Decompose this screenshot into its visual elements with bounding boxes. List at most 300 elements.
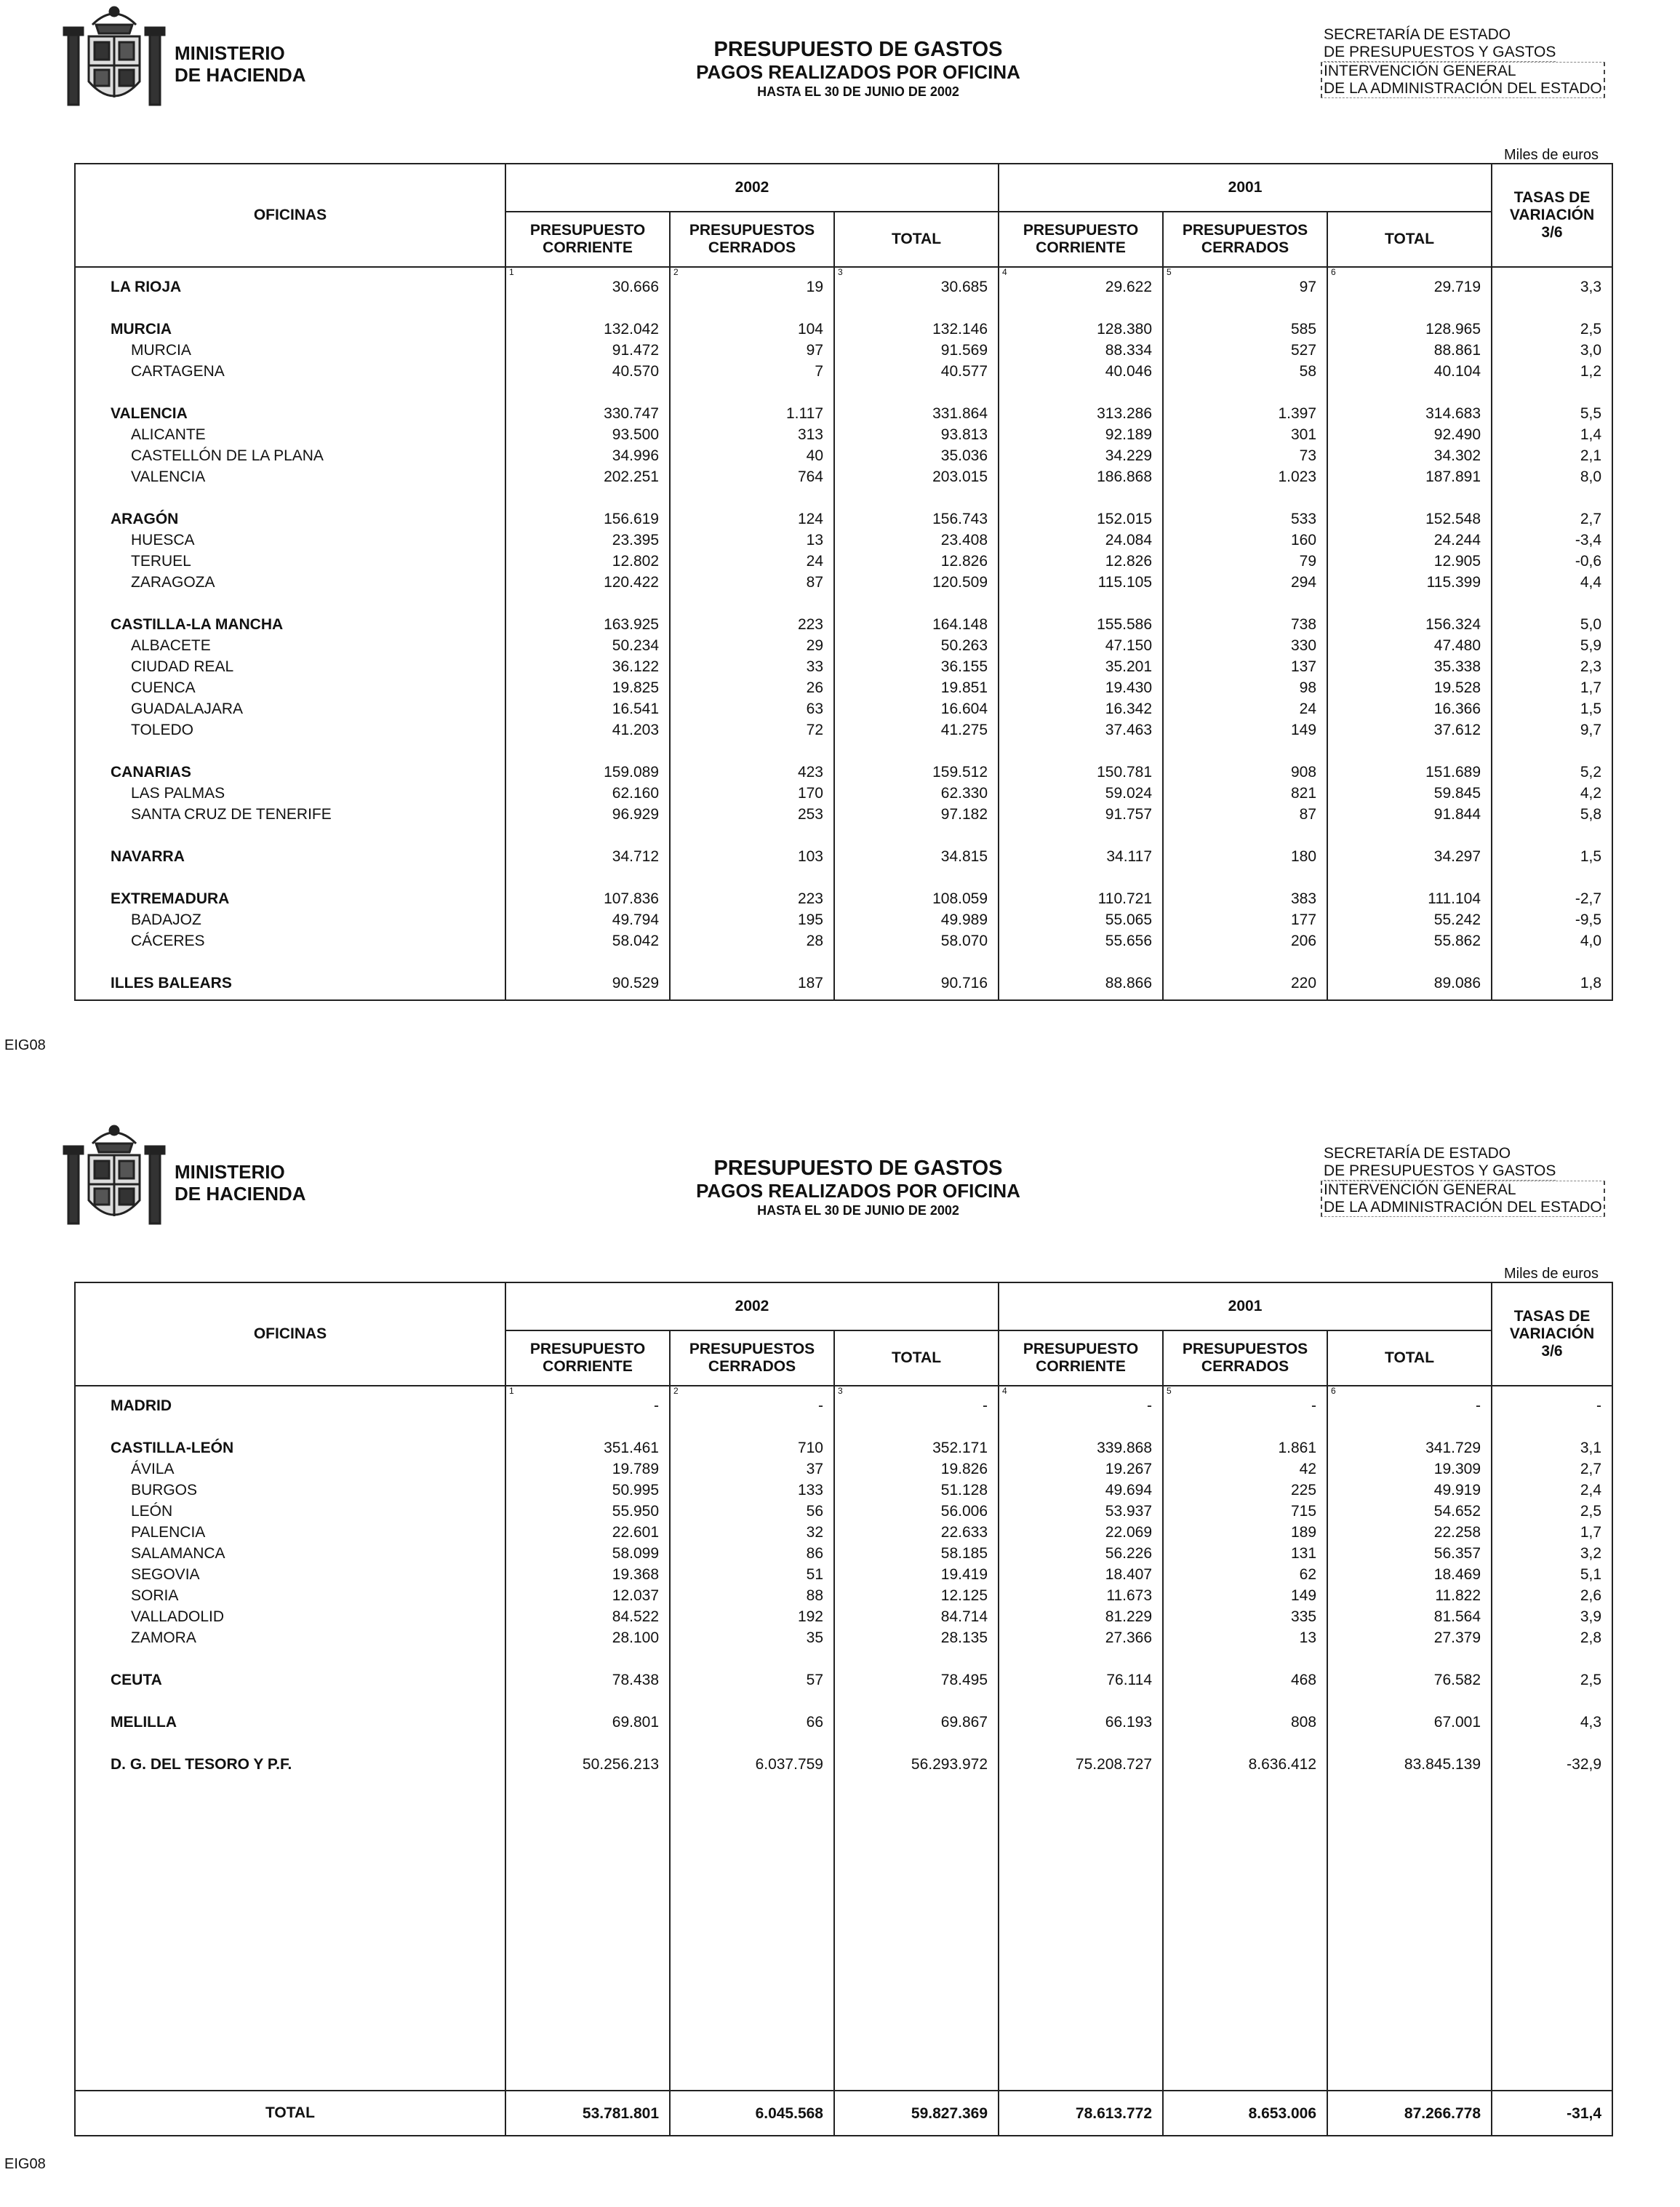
presupuestos-cerrados-2001-value: 189: [1163, 1522, 1327, 1543]
tasa-variacion-value: 1,5: [1492, 846, 1612, 867]
header-presupuestos-cerrados: [670, 212, 834, 267]
total-2001-value: 92.490: [1327, 424, 1492, 445]
filler-cell: [75, 994, 505, 1000]
tasa-variacion-value: 5,8: [1492, 804, 1612, 825]
spacer-cell: [999, 825, 1163, 846]
total-2001-value: 37.612: [1327, 719, 1492, 741]
spacer-cell: [834, 1691, 999, 1712]
spacer-cell: [505, 951, 670, 973]
presupuestos-cerrados-2001-value: 330: [1163, 635, 1327, 656]
intervencion-line-1: INTERVENCIÓN GENERAL: [1324, 63, 1516, 79]
presupuesto-corriente-2001-value: 11.673: [999, 1585, 1163, 1606]
spacer-cell: [75, 1733, 505, 1754]
spacer-row: [75, 382, 1612, 403]
spacer-cell: [505, 382, 670, 403]
office-name: SORIA: [75, 1585, 505, 1606]
presupuesto-corriente-2002-value: 132.042: [505, 319, 670, 340]
tasa-variacion-value: 3,1: [1492, 1437, 1612, 1458]
intervencion-line-2: DE LA ADMINISTRACIÓN DEL ESTADO: [1324, 1199, 1602, 1216]
spacer-row: [75, 741, 1612, 762]
header-presupuesto-corriente: [505, 212, 670, 267]
presupuesto-corriente-2002-value: -: [505, 1395, 670, 1416]
spacer-cell: [999, 951, 1163, 973]
coat-of-arms-icon: [60, 3, 169, 111]
spacer-cell: [1163, 951, 1327, 973]
spacer-cell: [1492, 1733, 1612, 1754]
presupuestos-cerrados-2002-value: 764: [670, 466, 834, 487]
presupuestos-cerrados-2001-value: 24: [1163, 698, 1327, 719]
office-name: CASTILLA-LEÓN: [75, 1437, 505, 1458]
total-2001-value: 187.891: [1327, 466, 1492, 487]
spacer-cell: [75, 298, 505, 319]
spacer-cell: [1492, 487, 1612, 508]
report-subtitle: PAGOS REALIZADOS POR OFICINA: [696, 61, 1020, 83]
spacer-cell: [1492, 867, 1612, 888]
spacer-row: [75, 1648, 1612, 1669]
spacer-cell: [1327, 951, 1492, 973]
total-2002-value: 164.148: [834, 614, 999, 635]
total-2002-value: 62.330: [834, 783, 999, 804]
presupuestos-cerrados-2001-value: 42: [1163, 1458, 1327, 1480]
spacer-cell: [999, 1416, 1163, 1437]
total-2002-value: 93.813: [834, 424, 999, 445]
presupuesto-corriente-2001-value: 75.208.727: [999, 1754, 1163, 1775]
presupuestos-cerrados-2002-value: 72: [670, 719, 834, 741]
header-tasas: [1492, 164, 1612, 267]
spacer-row: [75, 1733, 1612, 1754]
region-row: [75, 276, 1612, 298]
presupuestos-cerrados-2002-value: 35: [670, 1627, 834, 1648]
total-value: 53.781.801: [505, 2091, 670, 2136]
total-2001-value: 55.862: [1327, 930, 1492, 951]
presupuesto-corriente-2002-value: 28.100: [505, 1627, 670, 1648]
presupuesto-corriente-2002-value: 19.789: [505, 1458, 670, 1480]
header-presupuesto-corriente: [505, 1330, 670, 1386]
presupuesto-corriente-2002-value: 159.089: [505, 762, 670, 783]
spacer-cell: [1492, 593, 1612, 614]
issuer-block: [1324, 1145, 1605, 1217]
presupuestos-cerrados-2002-value: 51: [670, 1564, 834, 1585]
total-2001-value: 49.919: [1327, 1480, 1492, 1501]
report-page-2: [0, 1119, 1680, 2207]
region-row: [75, 508, 1612, 530]
header-cerr-line-2: CERRADOS: [1201, 1358, 1289, 1375]
office-name: TOLEDO: [75, 719, 505, 741]
office-row: [75, 445, 1612, 466]
presupuestos-cerrados-2002-value: 63: [670, 698, 834, 719]
total-2002-value: 56.006: [834, 1501, 999, 1522]
intervencion-line-2: DE LA ADMINISTRACIÓN DEL ESTADO: [1324, 80, 1602, 97]
presupuesto-corriente-2001-value: 88.334: [999, 340, 1163, 361]
filler-cell: [1492, 994, 1612, 1000]
tasa-variacion-value: 3,0: [1492, 340, 1612, 361]
header-pc-line-2: CORRIENTE: [1036, 239, 1126, 256]
office-row: [75, 656, 1612, 677]
column-index: 1: [505, 1386, 670, 1395]
presupuesto-corriente-2002-value: 120.422: [505, 572, 670, 593]
presupuestos-cerrados-2001-value: 73: [1163, 445, 1327, 466]
region-row: [75, 762, 1612, 783]
region-row: [75, 1754, 1612, 1775]
header-total: TOTAL: [834, 212, 999, 267]
presupuestos-cerrados-2002-value: 29: [670, 635, 834, 656]
spacer-cell: [75, 951, 505, 973]
spacer-cell: [1327, 825, 1492, 846]
filler-row: [75, 994, 1612, 1000]
spacer-cell: [1163, 593, 1327, 614]
column-index: 6: [1327, 1386, 1492, 1395]
presupuestos-cerrados-2002-value: 24: [670, 551, 834, 572]
total-2001-value: 89.086: [1327, 973, 1492, 994]
presupuestos-cerrados-2001-value: 301: [1163, 424, 1327, 445]
total-2001-value: 88.861: [1327, 340, 1492, 361]
spacer-cell: [1163, 1691, 1327, 1712]
spacer-cell: [1492, 1416, 1612, 1437]
presupuestos-cerrados-2001-value: 58: [1163, 361, 1327, 382]
office-row: [75, 1606, 1612, 1627]
spacer-cell: [1327, 1733, 1492, 1754]
total-2001-value: 35.338: [1327, 656, 1492, 677]
total-2002-value: 84.714: [834, 1606, 999, 1627]
spacer-cell: [1327, 593, 1492, 614]
presupuesto-corriente-2001-value: 53.937: [999, 1501, 1163, 1522]
spacer-cell: [75, 487, 505, 508]
presupuestos-cerrados-2001-value: 220: [1163, 973, 1327, 994]
office-row: [75, 530, 1612, 551]
spacer-cell: [670, 1648, 834, 1669]
presupuesto-corriente-2001-value: 55.656: [999, 930, 1163, 951]
office-name: ALBACETE: [75, 635, 505, 656]
document-code: EIG08: [4, 1037, 46, 1053]
column-index: 1: [505, 267, 670, 276]
presupuesto-corriente-2001-value: 27.366: [999, 1627, 1163, 1648]
spacer-cell: [1492, 298, 1612, 319]
filler-cell: [834, 994, 999, 1000]
spacer-cell: [999, 298, 1163, 319]
office-name: CÁCERES: [75, 930, 505, 951]
presupuestos-cerrados-2001-value: 137: [1163, 656, 1327, 677]
total-2002-value: 69.867: [834, 1712, 999, 1733]
spacer-cell: [1163, 741, 1327, 762]
spacer-cell: [999, 1733, 1163, 1754]
presupuesto-corriente-2002-value: 84.522: [505, 1606, 670, 1627]
header-total: TOTAL: [834, 1330, 999, 1386]
header-cerr-line-1: PRESUPUESTOS: [1182, 222, 1308, 239]
header-pc-line-2: CORRIENTE: [543, 239, 633, 256]
presupuestos-cerrados-2002-value: 86: [670, 1543, 834, 1564]
office-name: HUESCA: [75, 530, 505, 551]
units-label: Miles de euros: [1504, 1266, 1599, 1282]
secretaria-line-1: SECRETARÍA DE ESTADO: [1324, 26, 1511, 43]
spacer-cell: [834, 741, 999, 762]
office-name: NAVARRA: [75, 846, 505, 867]
presupuestos-cerrados-2002-value: 124: [670, 508, 834, 530]
tasa-variacion-value: 4,0: [1492, 930, 1612, 951]
office-name: D. G. DEL TESORO Y P.F.: [75, 1754, 505, 1775]
office-name: MURCIA: [75, 340, 505, 361]
total-2001-value: 156.324: [1327, 614, 1492, 635]
spacer-cell: [505, 867, 670, 888]
presupuesto-corriente-2002-value: 34.996: [505, 445, 670, 466]
office-row: [75, 677, 1612, 698]
presupuesto-corriente-2002-value: 58.099: [505, 1543, 670, 1564]
office-row: [75, 804, 1612, 825]
tasa-variacion-value: 2,4: [1492, 1480, 1612, 1501]
tasa-variacion-value: 2,7: [1492, 508, 1612, 530]
spacer-cell: [834, 867, 999, 888]
total-2002-value: 50.263: [834, 635, 999, 656]
office-name: SALAMANCA: [75, 1543, 505, 1564]
presupuestos-cerrados-2002-value: 88: [670, 1585, 834, 1606]
spacer-cell: [670, 1416, 834, 1437]
spacer-cell: [999, 593, 1163, 614]
spacer-cell: [1163, 298, 1327, 319]
filler-cell: [1327, 994, 1492, 1000]
presupuestos-cerrados-2001-value: 808: [1163, 1712, 1327, 1733]
office-name: ZAMORA: [75, 1627, 505, 1648]
presupuesto-corriente-2001-value: 18.407: [999, 1564, 1163, 1585]
presupuesto-corriente-2001-value: 115.105: [999, 572, 1163, 593]
presupuesto-corriente-2002-value: 90.529: [505, 973, 670, 994]
total-2002-value: 19.419: [834, 1564, 999, 1585]
presupuestos-cerrados-2001-value: 149: [1163, 719, 1327, 741]
total-2002-value: 40.577: [834, 361, 999, 382]
filler-cell: [670, 994, 834, 1000]
spacer-row: [75, 487, 1612, 508]
presupuestos-cerrados-2001-value: 98: [1163, 677, 1327, 698]
index-cell: [75, 267, 505, 276]
spacer-cell: [1163, 1648, 1327, 1669]
report-title-block: [640, 38, 1076, 100]
office-row: [75, 1585, 1612, 1606]
spacer-cell: [1327, 487, 1492, 508]
total-value: 8.653.006: [1163, 2091, 1327, 2136]
spacer-cell: [670, 741, 834, 762]
tasa-variacion-value: 2,8: [1492, 1627, 1612, 1648]
ministry-line-2: DE HACIENDA: [175, 64, 306, 86]
presupuestos-cerrados-2002-value: 19: [670, 276, 834, 298]
header-cerr-line-1: PRESUPUESTOS: [689, 1341, 815, 1357]
column-index: 4: [999, 267, 1163, 276]
header-year-2002: 2002: [505, 1282, 999, 1330]
header-year-2002: 2002: [505, 164, 999, 212]
tasa-variacion-value: 5,9: [1492, 635, 1612, 656]
tasa-variacion-value: -: [1492, 1395, 1612, 1416]
presupuesto-corriente-2001-value: -: [999, 1395, 1163, 1416]
office-row: [75, 551, 1612, 572]
document-code: EIG08: [4, 2156, 46, 2172]
total-2001-value: 56.357: [1327, 1543, 1492, 1564]
payments-table: [74, 163, 1613, 1001]
presupuestos-cerrados-2001-value: 738: [1163, 614, 1327, 635]
total-2002-value: 35.036: [834, 445, 999, 466]
presupuestos-cerrados-2001-value: 1.861: [1163, 1437, 1327, 1458]
presupuestos-cerrados-2002-value: 28: [670, 930, 834, 951]
total-2002-value: 159.512: [834, 762, 999, 783]
presupuesto-corriente-2001-value: 88.866: [999, 973, 1163, 994]
spacer-cell: [999, 382, 1163, 403]
office-name: EXTREMADURA: [75, 888, 505, 909]
total-2002-value: 352.171: [834, 1437, 999, 1458]
column-index: 5: [1163, 1386, 1327, 1395]
office-name: BURGOS: [75, 1480, 505, 1501]
presupuestos-cerrados-2001-value: 225: [1163, 1480, 1327, 1501]
column-index: 5: [1163, 267, 1327, 276]
tasa-variacion-value: 2,5: [1492, 1669, 1612, 1691]
office-name: BADAJOZ: [75, 909, 505, 930]
presupuestos-cerrados-2001-value: 97: [1163, 276, 1327, 298]
total-2002-value: 91.569: [834, 340, 999, 361]
office-row: [75, 1458, 1612, 1480]
report-title: PRESUPUESTO DE GASTOS: [713, 38, 1003, 61]
presupuesto-corriente-2001-value: 92.189: [999, 424, 1163, 445]
presupuesto-corriente-2001-value: 76.114: [999, 1669, 1163, 1691]
spacer-cell: [75, 1416, 505, 1437]
spacer-cell: [1327, 382, 1492, 403]
presupuestos-cerrados-2002-value: 195: [670, 909, 834, 930]
presupuesto-corriente-2001-value: 35.201: [999, 656, 1163, 677]
total-2001-value: 152.548: [1327, 508, 1492, 530]
spacer-cell: [505, 593, 670, 614]
tasa-variacion-value: 2,1: [1492, 445, 1612, 466]
filler-cell: [1163, 1775, 1327, 2091]
total-2002-value: 12.826: [834, 551, 999, 572]
presupuesto-corriente-2002-value: 62.160: [505, 783, 670, 804]
office-name: CIUDAD REAL: [75, 656, 505, 677]
presupuestos-cerrados-2001-value: 821: [1163, 783, 1327, 804]
filler-cell: [505, 994, 670, 1000]
presupuesto-corriente-2002-value: 16.541: [505, 698, 670, 719]
presupuesto-corriente-2002-value: 22.601: [505, 1522, 670, 1543]
filler-cell: [999, 994, 1163, 1000]
report-title: PRESUPUESTO DE GASTOS: [713, 1157, 1003, 1180]
header-presupuesto-corriente: [999, 1330, 1163, 1386]
office-row: [75, 783, 1612, 804]
total-2002-value: 203.015: [834, 466, 999, 487]
ministry-line-2: DE HACIENDA: [175, 1183, 306, 1205]
total-2002-value: 51.128: [834, 1480, 999, 1501]
presupuestos-cerrados-2001-value: 715: [1163, 1501, 1327, 1522]
total-2001-value: 115.399: [1327, 572, 1492, 593]
report-period: HASTA EL 30 DE JUNIO DE 2002: [757, 84, 959, 99]
presupuesto-corriente-2001-value: 19.430: [999, 677, 1163, 698]
spacer-cell: [1492, 1648, 1612, 1669]
header-tasas-line-3: 3/6: [1541, 224, 1563, 241]
presupuesto-corriente-2001-value: 152.015: [999, 508, 1163, 530]
total-2001-value: 19.528: [1327, 677, 1492, 698]
tasa-variacion-value: 5,1: [1492, 1564, 1612, 1585]
spacer-cell: [505, 1648, 670, 1669]
intervencion-box: [1321, 62, 1605, 98]
total-2001-value: 111.104: [1327, 888, 1492, 909]
spacer-cell: [505, 298, 670, 319]
spacer-cell: [1492, 382, 1612, 403]
spacer-cell: [1492, 825, 1612, 846]
total-2002-value: 22.633: [834, 1522, 999, 1543]
filler-cell: [75, 1775, 505, 2091]
total-2002-value: 19.826: [834, 1458, 999, 1480]
office-name: LA RIOJA: [75, 276, 505, 298]
spacer-cell: [1163, 382, 1327, 403]
header-presupuesto-corriente: [999, 212, 1163, 267]
presupuesto-corriente-2002-value: 12.802: [505, 551, 670, 572]
total-2001-value: 81.564: [1327, 1606, 1492, 1627]
header-total: TOTAL: [1327, 212, 1492, 267]
header-pc-line-1: PRESUPUESTO: [1023, 1341, 1139, 1357]
presupuesto-corriente-2002-value: 40.570: [505, 361, 670, 382]
tasa-variacion-value: -9,5: [1492, 909, 1612, 930]
total-2001-value: 12.905: [1327, 551, 1492, 572]
total-2002-value: 132.146: [834, 319, 999, 340]
office-name: MELILLA: [75, 1712, 505, 1733]
region-row: [75, 1669, 1612, 1691]
presupuestos-cerrados-2001-value: 87: [1163, 804, 1327, 825]
header-presupuestos-cerrados: [1163, 1330, 1327, 1386]
header-tasas-line-2: VARIACIÓN: [1509, 1325, 1595, 1342]
region-row: [75, 888, 1612, 909]
total-2002-value: 331.864: [834, 403, 999, 424]
presupuesto-corriente-2002-value: 330.747: [505, 403, 670, 424]
index-cell: [1492, 1386, 1612, 1395]
tasa-variacion-value: 1,7: [1492, 677, 1612, 698]
spacer-cell: [1327, 1416, 1492, 1437]
report-page-1: [0, 0, 1680, 1088]
presupuestos-cerrados-2002-value: 66: [670, 1712, 834, 1733]
presupuesto-corriente-2001-value: 66.193: [999, 1712, 1163, 1733]
total-2001-value: 314.683: [1327, 403, 1492, 424]
spacer-cell: [1327, 1648, 1492, 1669]
tasa-variacion-value: 1,5: [1492, 698, 1612, 719]
secretaria-line-2: DE PRESUPUESTOS Y GASTOS: [1324, 1162, 1556, 1179]
header-tasas: [1492, 1282, 1612, 1386]
presupuestos-cerrados-2002-value: 26: [670, 677, 834, 698]
office-name: CASTILLA-LA MANCHA: [75, 614, 505, 635]
total-2002-value: 78.495: [834, 1669, 999, 1691]
total-2001-value: 18.469: [1327, 1564, 1492, 1585]
ministry-line-1: MINISTERIO: [175, 1161, 285, 1183]
index-cell: [75, 1386, 505, 1395]
coat-of-arms-icon: [60, 1122, 169, 1229]
spacer-cell: [75, 1691, 505, 1712]
spacer-cell: [505, 487, 670, 508]
total-2002-value: 23.408: [834, 530, 999, 551]
office-name: CARTAGENA: [75, 361, 505, 382]
issuer-block: [1324, 26, 1605, 98]
presupuestos-cerrados-2001-value: 160: [1163, 530, 1327, 551]
total-2001-value: 19.309: [1327, 1458, 1492, 1480]
header-cerr-line-2: CERRADOS: [708, 239, 796, 256]
spacer-cell: [834, 1648, 999, 1669]
presupuestos-cerrados-2002-value: 223: [670, 614, 834, 635]
presupuestos-cerrados-2002-value: 40: [670, 445, 834, 466]
presupuestos-cerrados-2002-value: 104: [670, 319, 834, 340]
header-pc-line-2: CORRIENTE: [1036, 1358, 1126, 1375]
total-label: TOTAL: [75, 2091, 505, 2136]
total-value: 87.266.778: [1327, 2091, 1492, 2136]
presupuestos-cerrados-2002-value: 32: [670, 1522, 834, 1543]
tasa-variacion-value: -0,6: [1492, 551, 1612, 572]
presupuesto-corriente-2001-value: 155.586: [999, 614, 1163, 635]
column-index: 4: [999, 1386, 1163, 1395]
spacer-cell: [999, 1648, 1163, 1669]
office-name: MURCIA: [75, 319, 505, 340]
office-name: MADRID: [75, 1395, 505, 1416]
presupuestos-cerrados-2002-value: 192: [670, 1606, 834, 1627]
total-2001-value: 27.379: [1327, 1627, 1492, 1648]
presupuestos-cerrados-2002-value: 103: [670, 846, 834, 867]
presupuestos-cerrados-2002-value: 223: [670, 888, 834, 909]
office-row: [75, 635, 1612, 656]
